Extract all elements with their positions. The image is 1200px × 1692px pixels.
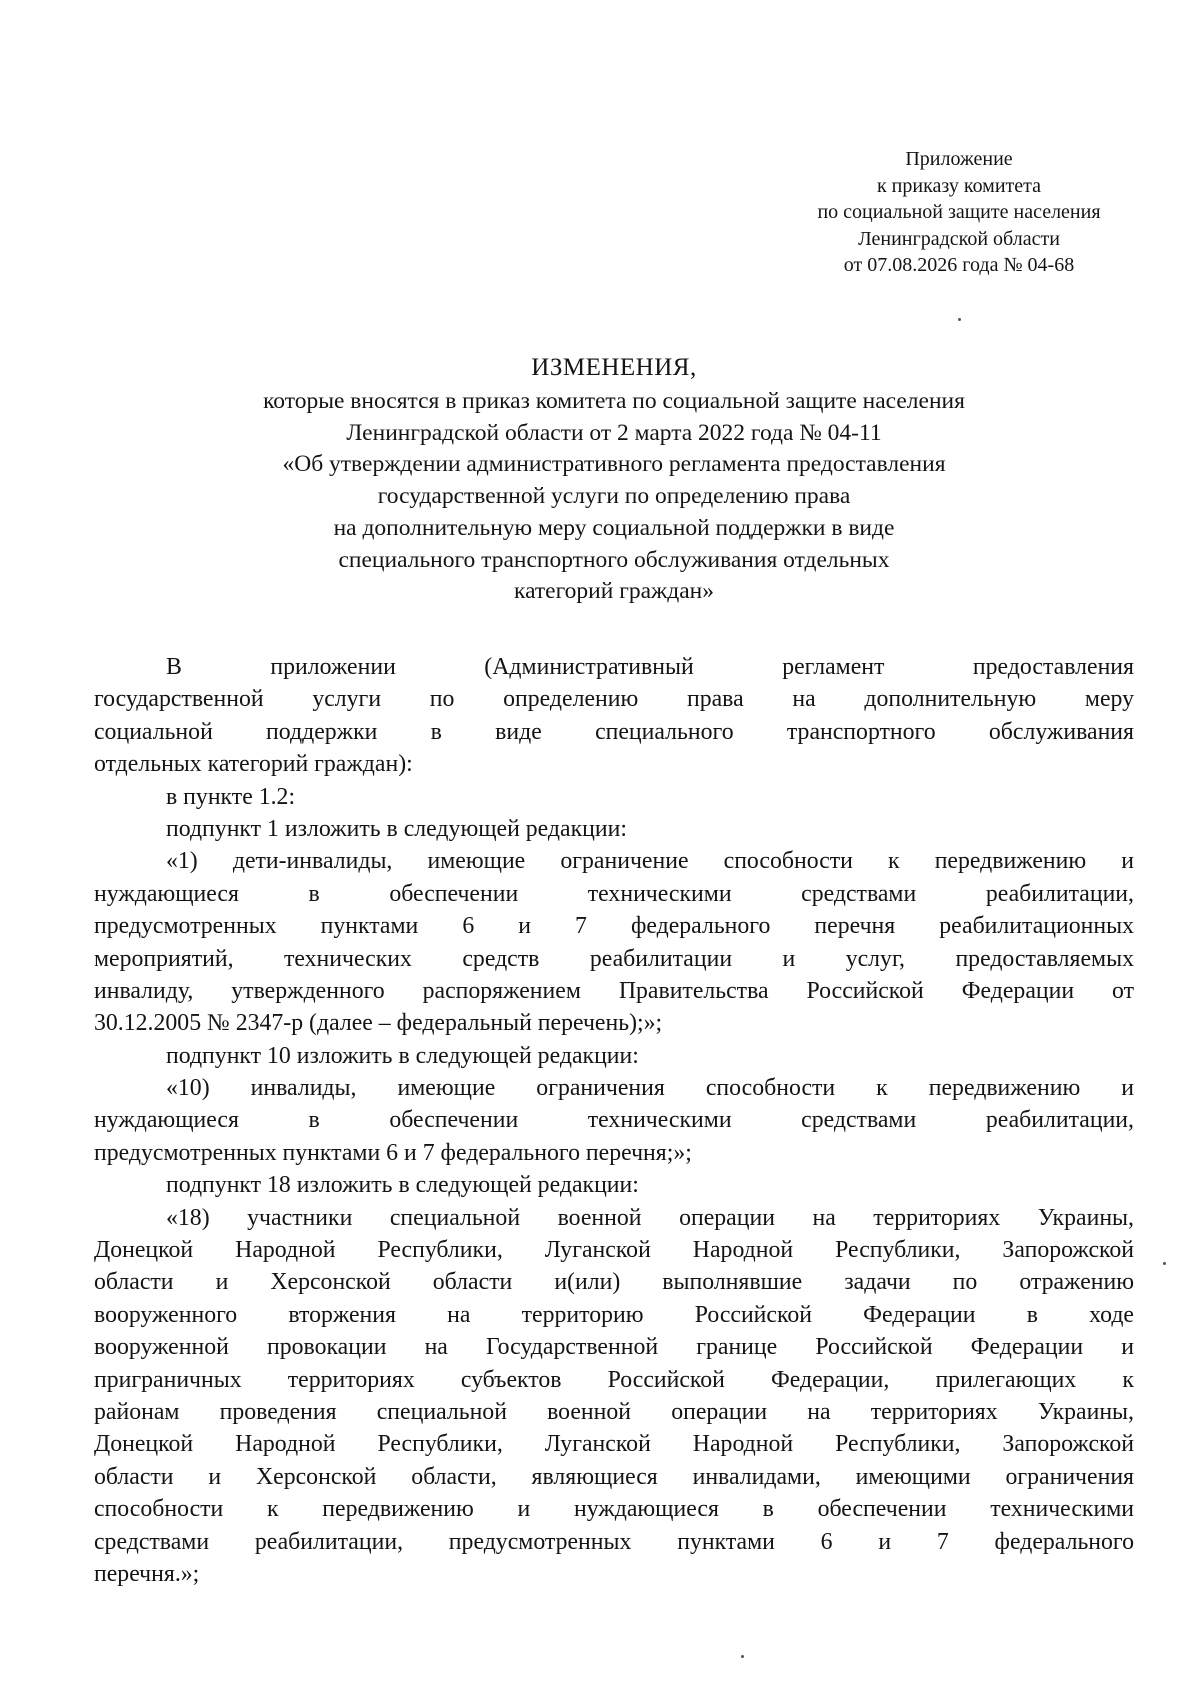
body-line: «1) дети-инвалиды, имеющие ограничение способности к передвижению и [166,848,1134,875]
body-line: области и Херсонской области и(или) выполнявшие задачи по отражению [94,1269,1134,1296]
body-line: государственной услуги по определению права на дополнительную меру [94,686,1134,713]
body-line: приграничных территориях субъектов Российской Федерации, прилегающих к [94,1366,1134,1393]
body-line: вооруженной провокации на Государственной границе Российской Федерации и [94,1334,1134,1361]
subtitle-line: на дополнительную меру социальной поддержки в виде [333,514,895,541]
body-line: подпункт 1 изложить в следующей редакции: [166,815,627,842]
subtitle-line: специального транспортного обслуживания отдельных [338,546,890,573]
subtitle-line: которые вносятся в приказ комитета по социальной защите населения [263,388,965,414]
appendix-line: Ленинградской области [858,227,1060,250]
body-line: предусмотренных пунктами 6 и 7 федерального перечня;»; [94,1139,692,1166]
body-line: социальной поддержки в виде специального транспортного обслуживания [94,718,1134,745]
document-body [94,651,1134,1590]
body-line: области и Херсонской области, являющиеся инвалидами, имеющими ограничения [94,1463,1134,1490]
appendix-line: Приложение [905,148,1013,170]
body-line: районам проведения специальной военной операции на территориях Украины, [94,1398,1134,1425]
body-line: В приложении (Административный регламент предоставления [166,654,1134,680]
body-line: Донецкой Народной Республики, Луганской Народной Республики, Запорожской [94,1237,1134,1264]
scan-speck [958,318,961,321]
appendix-line: по социальной защите населения [817,201,1101,223]
body-line: перечня.»; [94,1560,200,1587]
body-line: 30.12.2005 № 2347-р (далее – федеральный перечень);»; [94,1010,663,1037]
body-line: способности к передвижению и нуждающиеся в обеспечении техническими [94,1496,1134,1523]
body-line: вооруженного вторжения на территорию Российской Федерации в ходе [94,1301,1134,1328]
scan-speck [1163,1262,1166,1265]
body-line: в пункте 1.2: [166,783,296,810]
subtitle-line: категорий граждан» [514,578,714,605]
body-line: подпункт 18 изложить в следующей редакции: [166,1172,639,1199]
appendix-line: к приказу комитета [876,174,1042,197]
body-line: инвалиду, утвержденного распоряжением Правительства Российской Федерации от [94,977,1134,1004]
body-line: отдельных категорий граждан): [94,751,413,778]
body-line: подпункт 10 изложить в следующей редакции: [166,1042,639,1069]
body-line: «18) участники специальной военной операции на территориях Украины, [166,1204,1134,1231]
body-line: нуждающиеся в обеспечении техническими средствами реабилитации, [94,1107,1134,1134]
title-heading: ИЗМЕНЕНИЯ, [531,354,697,381]
subtitle-line: «Об утверждении административного регламента предоставления [282,451,946,478]
body-line: Донецкой Народной Республики, Луганской Народной Республики, Запорожской [94,1431,1134,1458]
document-title [96,352,1132,608]
body-line: нуждающиеся в обеспечении техническими средствами реабилитации, [94,880,1134,907]
appendix-header [778,146,1140,279]
body-line: мероприятий, технических средств реабилитации и услуг, предоставляемых [94,945,1134,972]
body-line: средствами реабилитации, предусмотренных пунктами 6 и 7 федерального [94,1528,1134,1555]
scan-speck [741,1655,744,1658]
appendix-line: от 07.08.2026 года № 04-68 [843,254,1075,276]
subtitle-line: Ленинградской области от 2 марта 2022 года № 04-11 [346,419,882,446]
body-line: «10) инвалиды, имеющие ограничения способности к передвижению и [166,1075,1134,1102]
title-subtitle [96,386,1132,608]
subtitle-line: государственной услуги по определению права [377,483,851,510]
body-line: предусмотренных пунктами 6 и 7 федерального перечня реабилитационных [94,913,1134,940]
